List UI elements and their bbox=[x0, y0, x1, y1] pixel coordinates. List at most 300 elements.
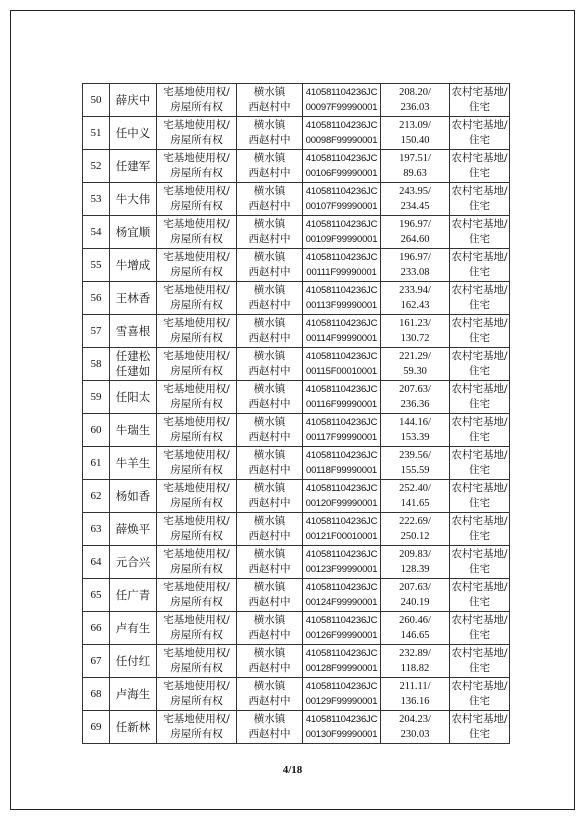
right-type-cell-line: 宅基地使用权/ bbox=[163, 317, 230, 329]
table-row bbox=[83, 117, 510, 150]
right-type-cell bbox=[157, 612, 237, 645]
row-number-cell: 69 bbox=[83, 711, 110, 744]
right-type-cell-line: 房屋所有权 bbox=[170, 464, 223, 476]
location-cell-line: 横水镇 bbox=[253, 548, 286, 560]
row-number-cell: 57 bbox=[83, 315, 110, 348]
parcel-code-cell-line: 00115F00010001 bbox=[306, 366, 377, 377]
parcel-code-cell-line: 00117F99990001 bbox=[306, 432, 377, 443]
land-use-cell bbox=[450, 447, 510, 480]
area-cell-line: 234.45 bbox=[400, 201, 430, 212]
location-cell bbox=[237, 315, 303, 348]
parcel-code-cell-line: 00106F99990001 bbox=[305, 168, 378, 179]
parcel-code-cell-line: 00128F99990001 bbox=[305, 663, 378, 674]
row-number-cell: 51 bbox=[83, 117, 110, 150]
parcel-code-cell-line: 410581104236JC bbox=[305, 252, 378, 263]
area-cell-line: 162.43 bbox=[400, 300, 430, 311]
land-use-cell bbox=[450, 480, 510, 513]
area-cell bbox=[381, 579, 450, 612]
area-cell-line: 243.95/ bbox=[399, 186, 431, 197]
parcel-code-cell bbox=[303, 645, 381, 678]
location-cell-line: 西赵村中 bbox=[248, 167, 291, 179]
location-cell-line: 西赵村中 bbox=[248, 134, 291, 146]
land-use-cell-line: 农村宅基地/ bbox=[451, 614, 508, 626]
area-cell bbox=[381, 84, 450, 117]
land-use-cell-line: 农村宅基地/ bbox=[451, 680, 508, 692]
location-cell-line: 横水镇 bbox=[253, 152, 286, 164]
owner-name-cell bbox=[110, 183, 157, 216]
land-use-cell bbox=[450, 282, 510, 315]
parcel-code-cell-line: 00129F99990001 bbox=[305, 696, 378, 707]
row-number-cell: 68 bbox=[83, 678, 110, 711]
row-number-cell: 63 bbox=[83, 513, 110, 546]
area-cell bbox=[381, 447, 450, 480]
location-cell-line: 横水镇 bbox=[253, 713, 286, 725]
row-number-cell: 52 bbox=[83, 150, 110, 183]
right-type-cell bbox=[157, 84, 237, 117]
land-use-cell-line: 住宅 bbox=[469, 266, 490, 278]
parcel-code-cell bbox=[303, 381, 381, 414]
land-use-cell bbox=[450, 216, 510, 249]
row-number-cell: 54 bbox=[83, 216, 110, 249]
parcel-code-cell bbox=[303, 480, 381, 513]
land-use-cell bbox=[450, 381, 510, 414]
table-row bbox=[83, 678, 510, 711]
land-use-cell-line: 住宅 bbox=[469, 332, 490, 344]
area-cell bbox=[381, 480, 450, 513]
location-cell-line: 西赵村中 bbox=[248, 398, 291, 410]
parcel-code-cell-line: 410581104236JC bbox=[305, 450, 378, 461]
owner-name-cell bbox=[110, 315, 157, 348]
row-number-cell: 67 bbox=[83, 645, 110, 678]
land-use-cell bbox=[450, 348, 510, 381]
parcel-code-cell bbox=[303, 513, 381, 546]
parcel-code-cell bbox=[303, 249, 381, 282]
owner-name-cell bbox=[110, 513, 157, 546]
table-row bbox=[83, 282, 510, 315]
row-number-cell: 55 bbox=[83, 249, 110, 282]
parcel-code-cell bbox=[303, 282, 381, 315]
location-cell bbox=[237, 381, 303, 414]
table-row bbox=[83, 348, 510, 381]
right-type-cell bbox=[157, 216, 237, 249]
owner-name-cell bbox=[110, 447, 157, 480]
right-type-cell-line: 房屋所有权 bbox=[170, 200, 223, 212]
owner-name-cell bbox=[110, 249, 157, 282]
owner-name-cell-line: 薛庆中 bbox=[115, 92, 151, 107]
right-type-cell bbox=[157, 711, 237, 744]
location-cell bbox=[237, 612, 303, 645]
land-use-cell-line: 农村宅基地/ bbox=[451, 383, 508, 395]
location-cell-line: 西赵村中 bbox=[248, 266, 291, 278]
row-number-cell: 62 bbox=[83, 480, 110, 513]
owner-name-cell bbox=[110, 579, 157, 612]
right-type-cell-line: 房屋所有权 bbox=[170, 596, 223, 608]
right-type-cell-line: 房屋所有权 bbox=[170, 431, 223, 443]
right-type-cell-line: 房屋所有权 bbox=[170, 266, 223, 278]
owner-name-cell bbox=[110, 414, 157, 447]
right-type-cell bbox=[157, 579, 237, 612]
page-number: 4/18 bbox=[282, 764, 303, 776]
land-use-cell-line: 住宅 bbox=[469, 563, 490, 575]
area-cell bbox=[381, 183, 450, 216]
row-number-cell: 65 bbox=[83, 579, 110, 612]
location-cell-line: 横水镇 bbox=[253, 218, 286, 230]
parcel-code-cell-line: 410581104236JC bbox=[305, 120, 378, 131]
owner-name-cell bbox=[110, 612, 157, 645]
land-use-cell-line: 农村宅基地/ bbox=[451, 152, 508, 164]
area-cell-line: 230.03 bbox=[400, 729, 430, 740]
owner-name-cell bbox=[110, 711, 157, 744]
area-cell bbox=[381, 249, 450, 282]
right-type-cell-line: 房屋所有权 bbox=[170, 728, 223, 740]
area-cell-line: 130.72 bbox=[400, 333, 430, 344]
area-cell-line: 89.63 bbox=[403, 168, 427, 179]
area-cell-line: 208.20/ bbox=[399, 87, 431, 98]
parcel-code-cell bbox=[303, 414, 381, 447]
parcel-code-cell-line: 410581104236JC bbox=[305, 681, 378, 692]
row-number-cell: 64 bbox=[83, 546, 110, 579]
area-cell-line: 153.39 bbox=[400, 432, 430, 443]
location-cell bbox=[237, 579, 303, 612]
land-use-cell bbox=[450, 612, 510, 645]
row-number-cell: 61 bbox=[83, 447, 110, 480]
owner-name-cell bbox=[110, 645, 157, 678]
right-type-cell bbox=[157, 546, 237, 579]
area-cell-line: 207.63/ bbox=[399, 384, 431, 395]
parcel-code-cell-line: 410581104236JC bbox=[305, 153, 378, 164]
location-cell-line: 西赵村中 bbox=[248, 695, 291, 707]
area-cell-line: 196.97/ bbox=[399, 219, 431, 230]
location-cell-line: 横水镇 bbox=[253, 581, 286, 593]
parcel-code-cell-line: 00098F99990001 bbox=[305, 135, 378, 146]
table-row bbox=[83, 546, 510, 579]
area-cell-line: 211.11/ bbox=[399, 681, 431, 692]
right-type-cell bbox=[157, 513, 237, 546]
parcel-code-cell-line: 00126F99990001 bbox=[305, 630, 378, 641]
location-cell-line: 西赵村中 bbox=[248, 662, 291, 674]
table-row bbox=[83, 315, 510, 348]
location-cell-line: 西赵村中 bbox=[248, 200, 291, 212]
area-cell bbox=[381, 678, 450, 711]
owner-name-cell-line: 任付红 bbox=[115, 653, 151, 668]
owner-name-cell-line: 卢有生 bbox=[115, 620, 151, 635]
table-row bbox=[83, 612, 510, 645]
location-cell bbox=[237, 645, 303, 678]
location-cell bbox=[237, 480, 303, 513]
area-cell-line: 260.46/ bbox=[399, 615, 431, 626]
table-row bbox=[83, 645, 510, 678]
land-use-cell-line: 农村宅基地/ bbox=[451, 548, 508, 560]
parcel-code-cell-line: 00121F00010001 bbox=[305, 531, 378, 542]
area-cell-line: 136.16 bbox=[400, 696, 430, 707]
area-cell-line: 233.94/ bbox=[399, 285, 431, 296]
land-use-cell bbox=[450, 579, 510, 612]
row-number-cell: 58 bbox=[83, 348, 110, 381]
table-row bbox=[83, 480, 510, 513]
row-number-cell: 53 bbox=[83, 183, 110, 216]
right-type-cell-line: 房屋所有权 bbox=[170, 299, 223, 311]
location-cell-line: 西赵村中 bbox=[248, 299, 291, 311]
land-use-cell bbox=[450, 711, 510, 744]
right-type-cell-line: 宅基地使用权/ bbox=[163, 218, 230, 230]
location-cell-line: 横水镇 bbox=[253, 449, 286, 461]
land-use-cell-line: 住宅 bbox=[469, 233, 490, 245]
parcel-code-cell bbox=[303, 579, 381, 612]
right-type-cell-line: 宅基地使用权/ bbox=[163, 86, 230, 98]
land-use-cell-line: 住宅 bbox=[469, 497, 490, 509]
parcel-code-cell-line: 00124F99990001 bbox=[305, 597, 378, 608]
right-type-cell bbox=[157, 348, 237, 381]
area-cell-line: 252.40/ bbox=[399, 483, 431, 494]
parcel-code-cell-line: 410581104236JC bbox=[305, 516, 378, 527]
land-use-cell-line: 农村宅基地/ bbox=[451, 251, 508, 263]
owner-name-cell bbox=[110, 84, 157, 117]
land-use-cell bbox=[450, 249, 510, 282]
location-cell-line: 西赵村中 bbox=[248, 530, 291, 542]
table-row bbox=[83, 216, 510, 249]
right-type-cell-line: 宅基地使用权/ bbox=[163, 680, 230, 692]
location-cell bbox=[237, 216, 303, 249]
land-use-cell bbox=[450, 546, 510, 579]
location-cell-line: 横水镇 bbox=[253, 416, 286, 428]
parcel-code-cell-line: 00120F99990001 bbox=[305, 498, 378, 509]
owner-name-cell-line: 王林香 bbox=[115, 290, 151, 305]
parcel-code-cell-line: 410581104236JC bbox=[305, 582, 378, 593]
owner-name-cell-line: 任建如 bbox=[115, 364, 151, 378]
parcel-code-cell-line: 410581104236JC bbox=[305, 714, 378, 725]
land-use-cell-line: 住宅 bbox=[469, 398, 490, 410]
area-cell bbox=[381, 612, 450, 645]
owner-name-cell-line: 元合兴 bbox=[115, 554, 151, 569]
right-type-cell-line: 宅基地使用权/ bbox=[163, 251, 230, 263]
right-type-cell-line: 宅基地使用权/ bbox=[163, 482, 230, 494]
parcel-code-cell-line: 410581104236JC bbox=[305, 285, 378, 296]
area-cell-line: 236.36 bbox=[400, 399, 430, 410]
right-type-cell-line: 宅基地使用权/ bbox=[163, 515, 230, 527]
owner-name-cell bbox=[110, 117, 157, 150]
table-row bbox=[83, 183, 510, 216]
right-type-cell-line: 宅基地使用权/ bbox=[163, 548, 230, 560]
parcel-code-cell bbox=[303, 216, 381, 249]
right-type-cell bbox=[157, 678, 237, 711]
location-cell bbox=[237, 546, 303, 579]
parcel-code-cell-line: 410581104236JC bbox=[305, 648, 378, 659]
right-type-cell-line: 房屋所有权 bbox=[170, 662, 223, 674]
right-type-cell bbox=[157, 249, 237, 282]
location-cell-line: 横水镇 bbox=[253, 119, 286, 131]
land-use-cell bbox=[450, 150, 510, 183]
right-type-cell bbox=[157, 183, 237, 216]
owner-name-cell-line: 任中义 bbox=[115, 125, 151, 140]
land-use-cell-line: 农村宅基地/ bbox=[451, 185, 508, 197]
location-cell-line: 横水镇 bbox=[253, 515, 286, 527]
land-use-cell bbox=[450, 513, 510, 546]
land-use-cell-line: 农村宅基地/ bbox=[451, 581, 508, 593]
area-cell bbox=[381, 645, 450, 678]
area-cell-line: 207.63/ bbox=[399, 582, 431, 593]
owner-name-cell bbox=[110, 546, 157, 579]
row-number-cell: 50 bbox=[83, 84, 110, 117]
right-type-cell-line: 宅基地使用权/ bbox=[163, 713, 230, 725]
land-use-cell bbox=[450, 183, 510, 216]
owner-name-cell-line: 雪喜根 bbox=[115, 323, 151, 338]
area-cell-line: 204.23/ bbox=[399, 714, 431, 725]
owner-name-cell-line: 牛增成 bbox=[115, 257, 151, 272]
table-row bbox=[83, 84, 510, 117]
owner-name-cell bbox=[110, 216, 157, 249]
right-type-cell bbox=[157, 117, 237, 150]
parcel-code-cell bbox=[303, 546, 381, 579]
owner-name-cell-line: 杨宜顺 bbox=[115, 224, 151, 239]
location-cell-line: 横水镇 bbox=[253, 86, 286, 98]
area-cell bbox=[381, 315, 450, 348]
land-use-cell bbox=[450, 84, 510, 117]
location-cell bbox=[237, 249, 303, 282]
land-use-cell-line: 农村宅基地/ bbox=[451, 482, 508, 494]
location-cell bbox=[237, 84, 303, 117]
parcel-code-cell-line: 410581104236JC bbox=[305, 417, 378, 428]
parcel-code-cell-line: 00107F99990001 bbox=[305, 201, 378, 212]
right-type-cell-line: 宅基地使用权/ bbox=[163, 350, 230, 362]
right-type-cell bbox=[157, 282, 237, 315]
location-cell bbox=[237, 282, 303, 315]
area-cell-line: 128.39 bbox=[400, 564, 430, 575]
right-type-cell-line: 房屋所有权 bbox=[170, 233, 223, 245]
land-use-cell bbox=[450, 414, 510, 447]
area-cell bbox=[381, 216, 450, 249]
area-cell-line: 233.08 bbox=[400, 267, 430, 278]
right-type-cell-line: 房屋所有权 bbox=[170, 563, 223, 575]
parcel-code-cell bbox=[303, 612, 381, 645]
land-use-cell bbox=[450, 117, 510, 150]
area-cell-line: 196.97/ bbox=[399, 252, 431, 263]
row-number-cell: 60 bbox=[83, 414, 110, 447]
location-cell-line: 横水镇 bbox=[253, 482, 286, 494]
location-cell-line: 西赵村中 bbox=[248, 101, 291, 113]
parcel-code-cell bbox=[303, 348, 381, 381]
land-use-cell-line: 农村宅基地/ bbox=[451, 350, 508, 362]
owner-name-cell-line: 任广青 bbox=[115, 587, 151, 602]
parcel-code-cell-line: 410581104236JC bbox=[305, 384, 378, 395]
parcel-code-cell-line: 00118F99990001 bbox=[306, 465, 377, 476]
land-use-cell-line: 农村宅基地/ bbox=[451, 218, 508, 230]
parcel-code-cell bbox=[303, 447, 381, 480]
land-use-cell-line: 住宅 bbox=[469, 464, 490, 476]
area-cell-line: 239.56/ bbox=[399, 450, 431, 461]
right-type-cell-line: 房屋所有权 bbox=[170, 332, 223, 344]
owner-name-cell-line: 牛瑞生 bbox=[115, 422, 151, 437]
land-use-cell bbox=[450, 315, 510, 348]
land-use-cell-line: 农村宅基地/ bbox=[451, 416, 508, 428]
area-cell bbox=[381, 513, 450, 546]
area-cell-line: 146.65 bbox=[400, 630, 430, 641]
land-use-cell-line: 农村宅基地/ bbox=[451, 647, 508, 659]
table-row bbox=[83, 381, 510, 414]
area-cell-line: 221.29/ bbox=[399, 351, 431, 362]
parcel-code-cell-line: 00130F99990001 bbox=[305, 729, 378, 740]
owner-name-cell bbox=[110, 678, 157, 711]
land-use-cell-line: 住宅 bbox=[469, 662, 490, 674]
land-use-cell-line: 住宅 bbox=[469, 596, 490, 608]
parcel-code-cell-line: 00116F99990001 bbox=[306, 399, 377, 410]
area-cell-line: 155.59 bbox=[400, 465, 430, 476]
location-cell-line: 横水镇 bbox=[253, 185, 286, 197]
table-row bbox=[83, 447, 510, 480]
parcel-code-cell bbox=[303, 678, 381, 711]
parcel-code-cell-line: 410581104236JC bbox=[305, 483, 378, 494]
parcel-code-cell-line: 00097F99990001 bbox=[305, 102, 378, 113]
table-row bbox=[83, 249, 510, 282]
area-cell-line: 118.82 bbox=[400, 663, 430, 674]
owner-name-cell-line: 牛大伟 bbox=[115, 191, 151, 206]
location-cell bbox=[237, 414, 303, 447]
location-cell bbox=[237, 150, 303, 183]
land-use-cell-line: 农村宅基地/ bbox=[451, 515, 508, 527]
location-cell-line: 西赵村中 bbox=[248, 365, 291, 377]
property-rights-table bbox=[82, 83, 510, 744]
table-row bbox=[83, 579, 510, 612]
land-use-cell-line: 农村宅基地/ bbox=[451, 713, 508, 725]
location-cell bbox=[237, 513, 303, 546]
owner-name-cell bbox=[110, 480, 157, 513]
owner-name-cell-line: 任阳太 bbox=[115, 389, 151, 404]
right-type-cell-line: 宅基地使用权/ bbox=[163, 119, 230, 131]
right-type-cell-line: 宅基地使用权/ bbox=[163, 416, 230, 428]
location-cell-line: 横水镇 bbox=[253, 383, 286, 395]
owner-name-cell bbox=[110, 282, 157, 315]
right-type-cell-line: 宅基地使用权/ bbox=[163, 581, 230, 593]
parcel-code-cell bbox=[303, 315, 381, 348]
area-cell bbox=[381, 117, 450, 150]
parcel-code-cell-line: 410581104236JC bbox=[305, 549, 378, 560]
row-number-cell: 59 bbox=[83, 381, 110, 414]
area-cell-line: 250.12 bbox=[400, 531, 430, 542]
land-use-cell-line: 住宅 bbox=[469, 431, 490, 443]
parcel-code-cell bbox=[303, 711, 381, 744]
parcel-code-cell-line: 00113F99990001 bbox=[306, 300, 377, 311]
owner-name-cell-line: 任新林 bbox=[115, 719, 151, 734]
owner-name-cell-line: 牛羊生 bbox=[115, 455, 151, 470]
land-use-cell-line: 住宅 bbox=[469, 299, 490, 311]
right-type-cell bbox=[157, 315, 237, 348]
location-cell-line: 横水镇 bbox=[253, 350, 286, 362]
land-use-cell-line: 住宅 bbox=[469, 530, 490, 542]
parcel-code-cell-line: 410581104236JC bbox=[305, 186, 378, 197]
owner-name-cell bbox=[110, 348, 157, 381]
parcel-code-cell-line: 410581104236JC bbox=[305, 615, 378, 626]
location-cell bbox=[237, 678, 303, 711]
location-cell bbox=[237, 348, 303, 381]
owner-name-cell-line: 任建松 bbox=[115, 349, 151, 363]
parcel-code-cell-line: 410581104236JC bbox=[305, 318, 378, 329]
owner-name-cell bbox=[110, 150, 157, 183]
right-type-cell-line: 宅基地使用权/ bbox=[163, 152, 230, 164]
parcel-code-cell bbox=[303, 117, 381, 150]
land-use-cell-line: 住宅 bbox=[469, 728, 490, 740]
right-type-cell-line: 房屋所有权 bbox=[170, 398, 223, 410]
area-cell-line: 141.65 bbox=[400, 498, 430, 509]
right-type-cell bbox=[157, 414, 237, 447]
land-use-cell-line: 农村宅基地/ bbox=[451, 317, 508, 329]
parcel-code-cell-line: 410581104236JC bbox=[305, 351, 378, 362]
location-cell-line: 西赵村中 bbox=[248, 629, 291, 641]
parcel-code-cell-line: 00109F99990001 bbox=[305, 234, 378, 245]
owner-name-cell-line: 任建军 bbox=[115, 158, 151, 173]
right-type-cell-line: 宅基地使用权/ bbox=[163, 647, 230, 659]
owner-name-cell-line: 薛焕平 bbox=[115, 521, 151, 536]
right-type-cell-line: 房屋所有权 bbox=[170, 101, 223, 113]
table-row bbox=[83, 414, 510, 447]
